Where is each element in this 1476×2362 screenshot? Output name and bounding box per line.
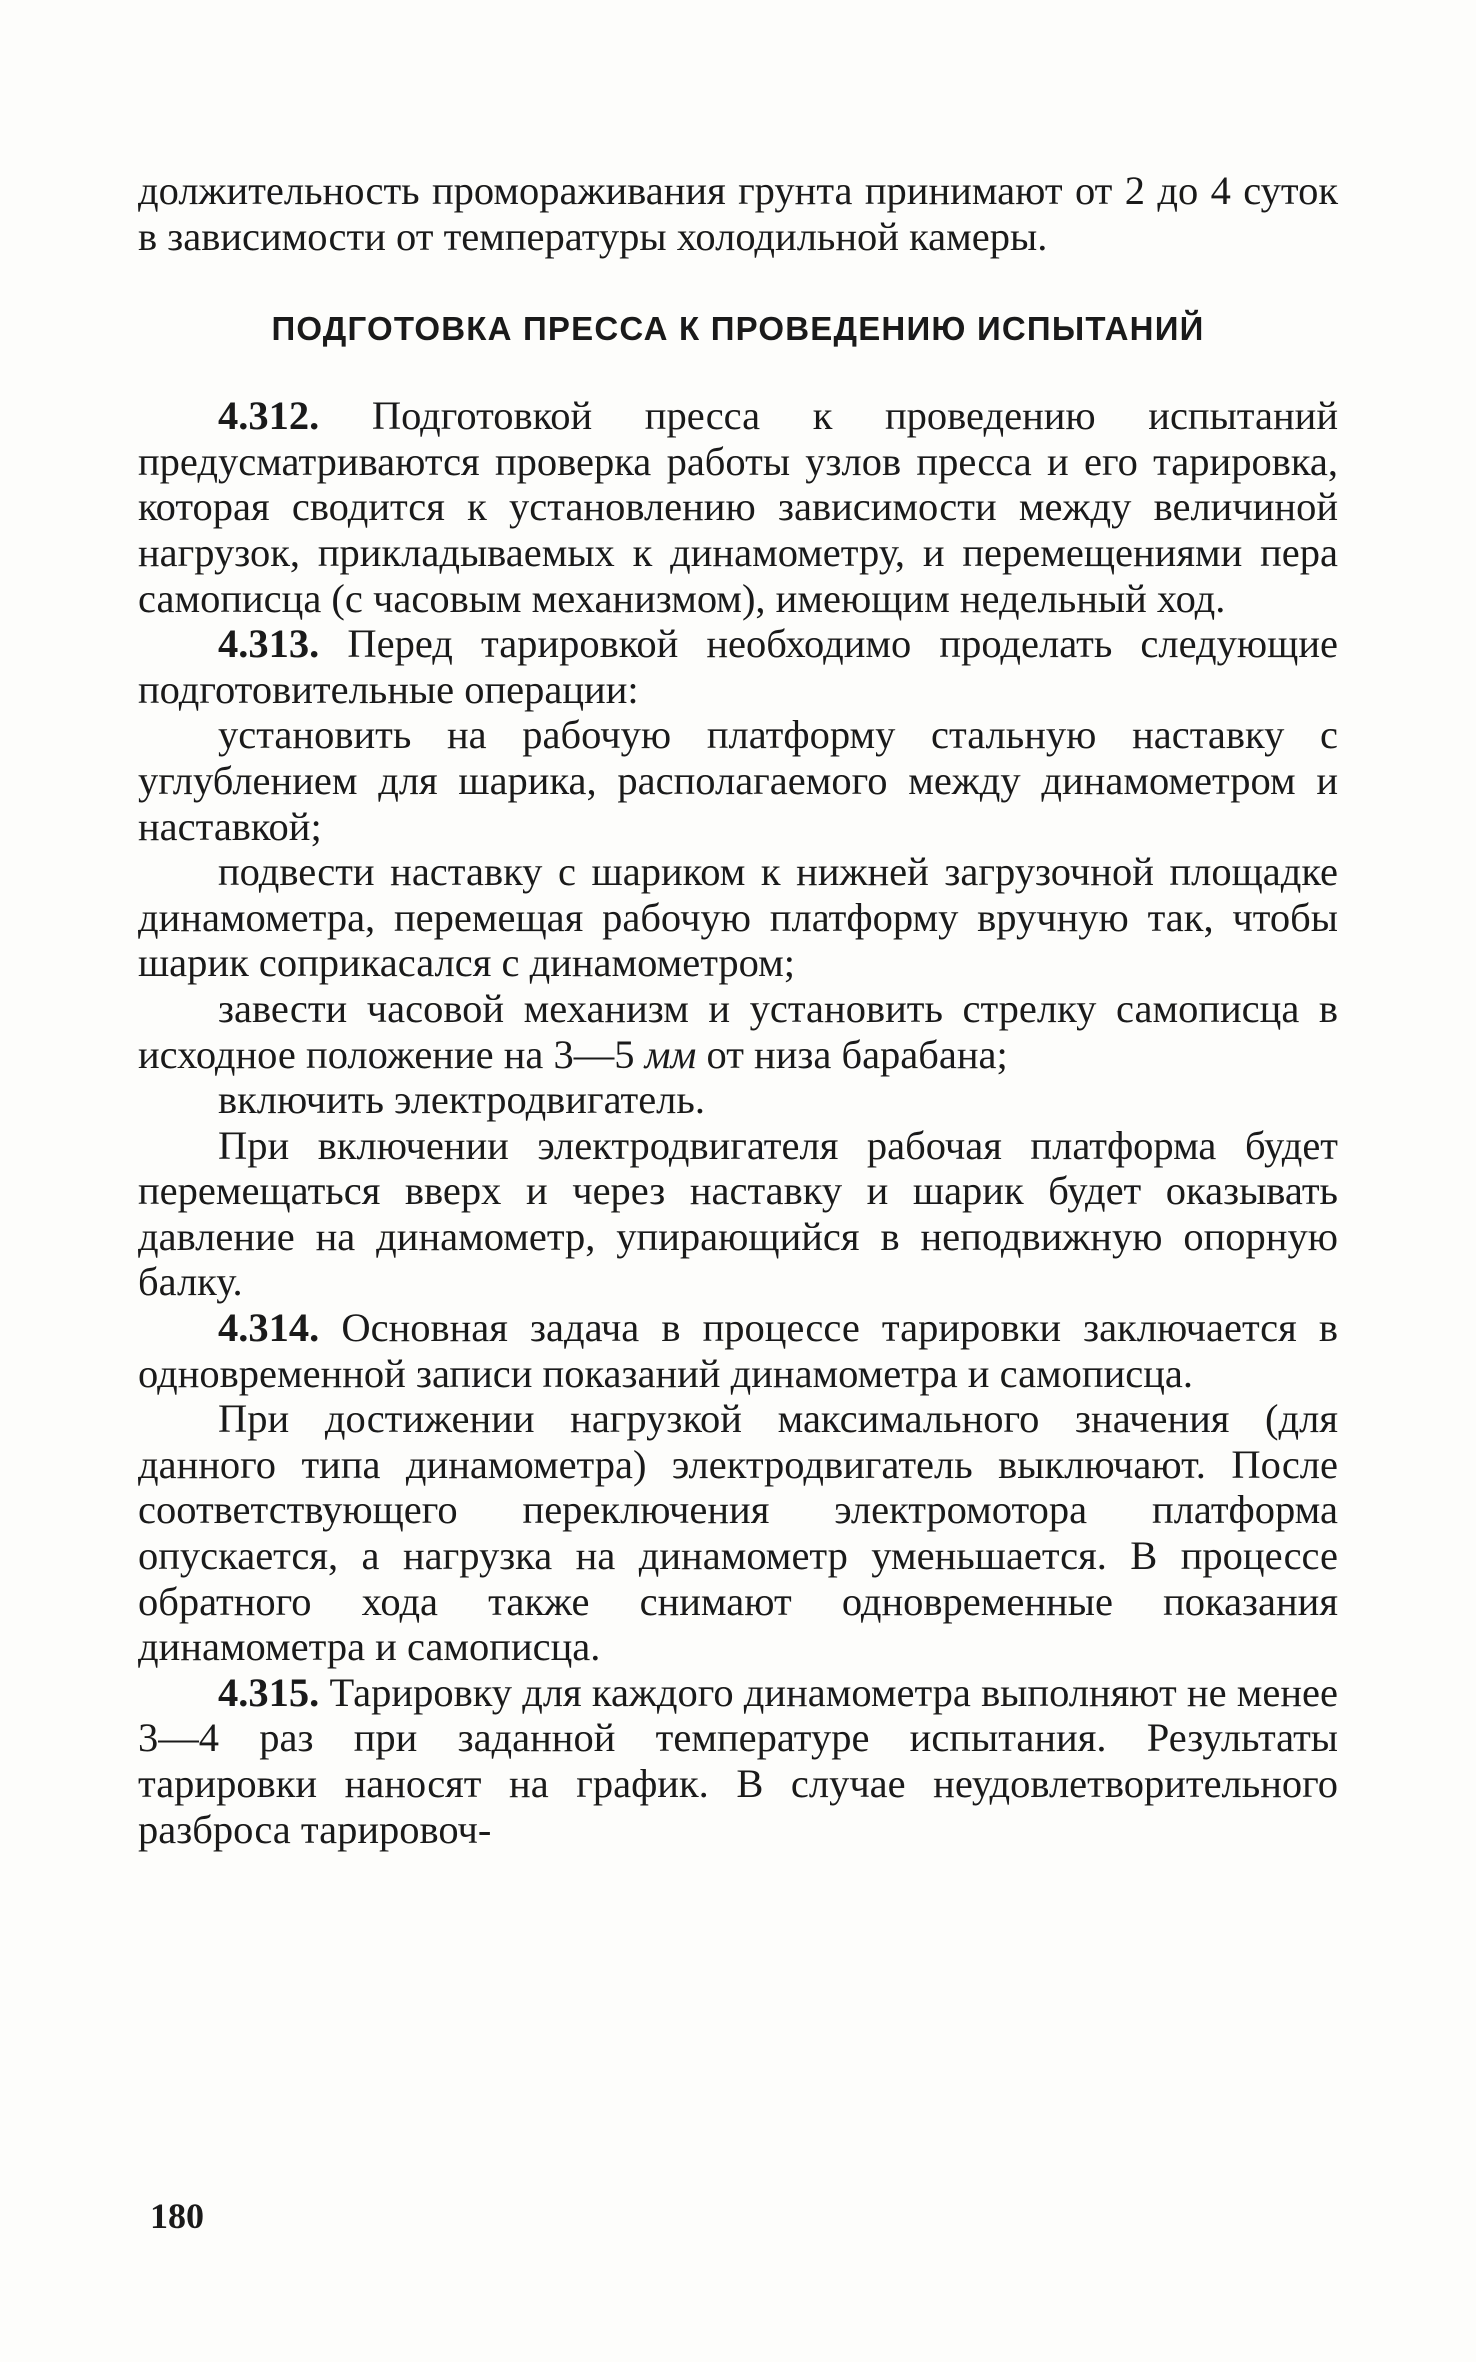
paragraph-text: Тарировку для каждого динамометра выполняют не менее 3—4 раз при заданной температуре испытания. Результаты тарировки наносят на график. В случае неудовлетворительного разброса тарировоч- <box>138 1669 1338 1852</box>
clause-number: 4.313. <box>218 621 320 667</box>
list-item-install-insert: установить на рабочую платформу стальную наставку с углублением для шарика, располагаемого между динамометром и наставкой; <box>138 712 1338 849</box>
paragraph-text: Основная задача в процессе тарировки заключается в одновременной записи показаний динамометра и самописца. <box>138 1305 1338 1396</box>
paragraph-text: Перед тарировкой необходимо проделать следующие подготовительные операции: <box>138 621 1338 712</box>
paragraph-4-313 <box>138 621 1338 712</box>
clause-number: 4.314. <box>218 1305 320 1351</box>
list-item-turn-on-motor: включить электродвигатель. <box>218 1077 705 1123</box>
page-number: 180 <box>150 2196 204 2236</box>
paragraph-text: завести часовой механизм и установить стрелку самописца в исходное положение на 3—5 <box>138 985 1338 1077</box>
page-body <box>138 168 1338 1852</box>
unit-mm: мм <box>644 1031 697 1077</box>
list-item-wind-clock <box>138 986 1338 1077</box>
clause-number: 4.312. <box>218 393 320 439</box>
paragraph-motor-on: При включении электродвигателя рабочая платформа будет перемещаться вверх и через наставку и шарик будет оказывать давление на динамометр, упирающийся в неподвижную опорную балку. <box>138 1122 1338 1305</box>
paragraph-4-315 <box>138 1670 1338 1852</box>
paragraph-4-314 <box>138 1305 1338 1396</box>
list-item-bring-insert: подвести наставку с шариком к нижней загрузочной площадке динамометра, перемещая рабочую платформу вручную так, чтобы шарик соприкасался с динамометром; <box>138 849 1338 986</box>
paragraph-text: от низа барабана; <box>696 1031 1008 1077</box>
paragraph-max-load: При достижении нагрузкой максимального значения (для данного типа динамометра) электродвигатель выключают. После соответствующего переключения электромотора платформа опускается, а нагрузка на динамометр уменьшается. В процессе обратного хода также снимают одновременные показания динамометра и самописца. <box>138 1396 1338 1670</box>
clause-number: 4.315. <box>218 1669 320 1715</box>
paragraph-text: Подготовкой пресса к проведению испытаний предусматриваются проверка работы узлов пресса и его тарировка, которая сводится к установлению зависимости между величиной нагрузок, прикладываемых к динамометру, и перемещениями пера самописца (с часовым механизмом), имеющим недельный ход. <box>138 393 1338 621</box>
section-heading: ПОДГОТОВКА ПРЕССА К ПРОВЕДЕНИЮ ИСПЫТАНИЙ <box>271 310 1205 348</box>
paragraph-continuation: должительность промораживания грунта принимают от 2 до 4 суток в зависимости от температуры холодильной камеры. <box>138 168 1338 259</box>
paragraph-4-312 <box>138 393 1338 621</box>
